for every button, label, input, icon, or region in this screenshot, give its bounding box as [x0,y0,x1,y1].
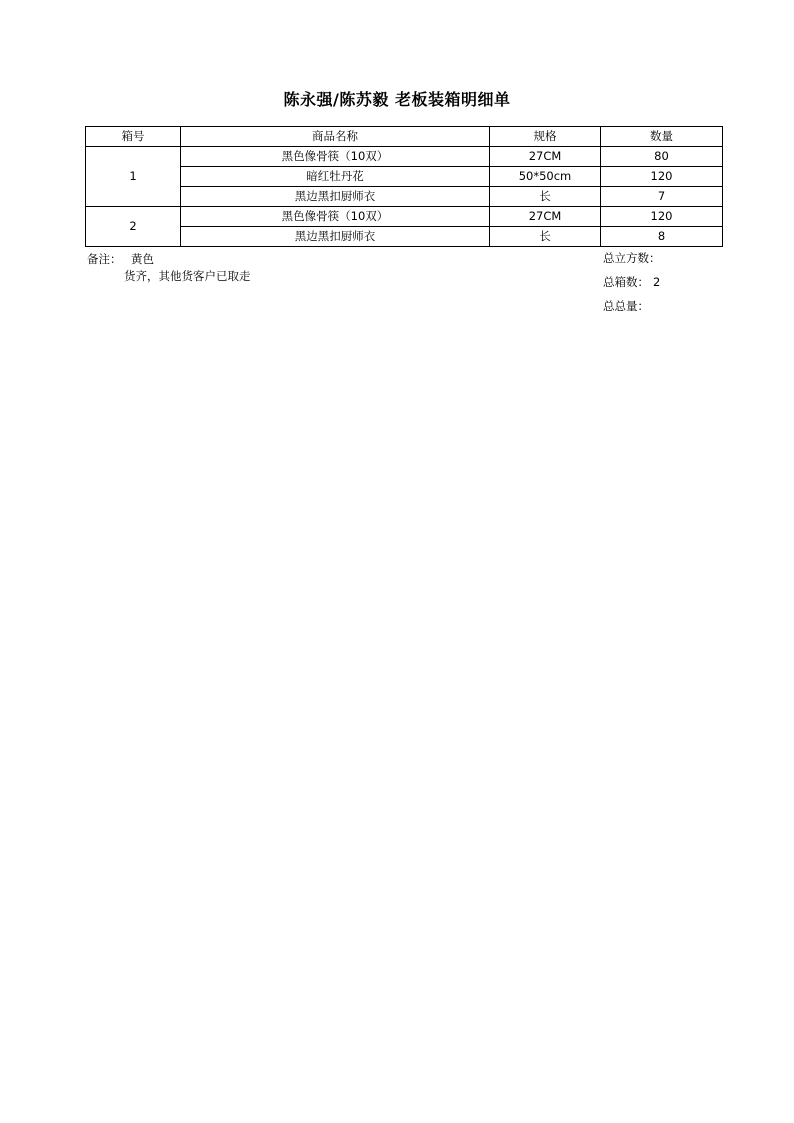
remarks-color: 黄色 [131,252,154,266]
table-row [86,207,723,227]
table-header-row [86,127,723,147]
total-boxes [603,274,660,290]
spec-cell: 27CM [490,207,601,227]
spec-cell: 27CM [490,147,601,167]
spec-cell: 50*50cm [490,167,601,187]
product-name-cell: 黑色像骨筷（10双） [181,207,490,227]
product-name-cell: 黑边黑扣厨师衣 [181,187,490,207]
column-header-box-no: 箱号 [86,127,181,147]
column-header-product-name: 商品名称 [181,127,490,147]
column-header-spec: 规格 [490,127,601,147]
product-name-cell: 黑色像骨筷（10双） [181,147,490,167]
total-weight [603,298,653,314]
quantity-cell: 120 [601,207,723,227]
box-number-cell: 2 [86,207,181,247]
column-header-quantity: 数量 [601,127,723,147]
quantity-cell: 7 [601,187,723,207]
table-row [86,147,723,167]
box-number-cell: 1 [86,147,181,207]
quantity-cell: 8 [601,227,723,247]
spec-cell: 长 [490,227,601,247]
packing-table [85,126,723,247]
quantity-cell: 120 [601,167,723,187]
page-title: 陈永强/陈苏毅 老板装箱明细单 [283,90,511,109]
table-row [86,187,723,207]
total-volume [603,250,665,266]
remarks-label: 备注： [87,252,122,266]
quantity-cell: 80 [601,147,723,167]
product-name-cell: 暗红牡丹花 [181,167,490,187]
remarks-note: 货齐，其他货客户已取走 [124,269,251,283]
product-name-cell: 黑边黑扣厨师衣 [181,227,490,247]
total-weight-label: 总总量： [603,299,649,313]
table-row [86,167,723,187]
total-boxes-label: 总箱数： [603,275,649,289]
spec-cell: 长 [490,187,601,207]
total-volume-label: 总立方数： [603,251,661,265]
total-boxes-value: 2 [653,275,661,289]
table-row [86,227,723,247]
